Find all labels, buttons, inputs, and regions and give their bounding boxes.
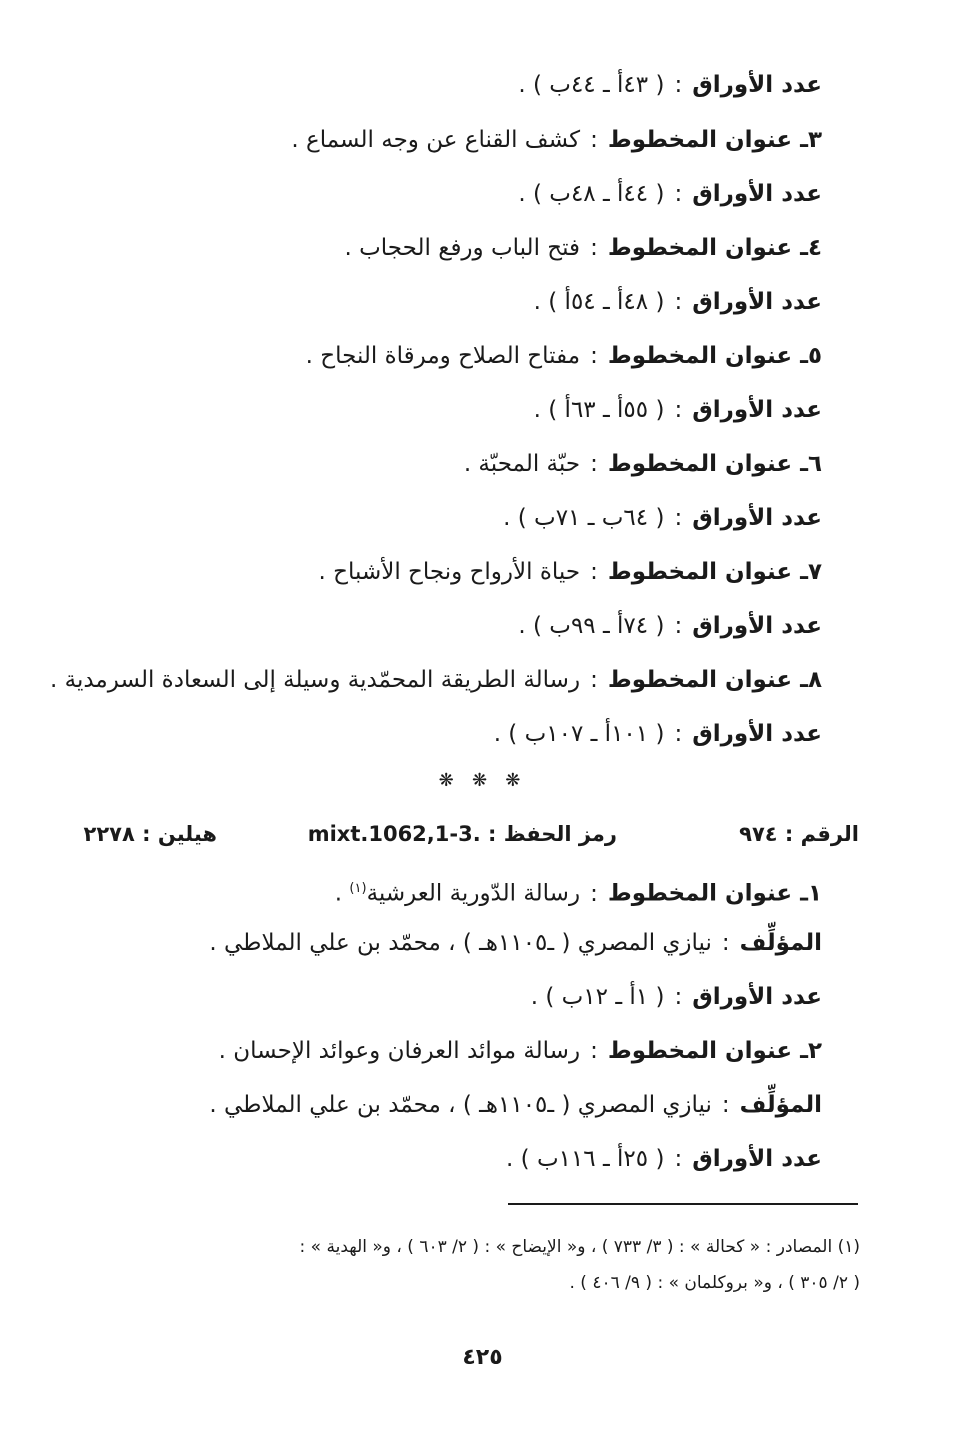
entry-value: ( ٧٤أ ـ ٩٩ب ) . [518, 613, 665, 639]
entry-value: ( ٢٥أ ـ ١١٦ب ) . [506, 1146, 665, 1172]
entry-value: رسالة الدّورية العرشية [366, 880, 581, 907]
colon-separator: : [590, 343, 598, 369]
entry-folios [494, 717, 822, 751]
colon-separator: : [674, 1146, 683, 1172]
colon-separator: : [590, 235, 598, 261]
entry-value: ( ٤٤أ ـ ٤٨ب ) . [518, 181, 665, 207]
colon-separator: : [590, 1038, 598, 1064]
section-divider: ❋ ❋ ❋ [438, 770, 527, 791]
entry-label: ٤ـ عنوان المخطوط [607, 235, 822, 261]
record-number: الرقم : ٩٧٤ [739, 822, 859, 846]
entry-value: رسالة موائد العرفان وعوائد الإحسان . [218, 1038, 581, 1064]
footnote-line: ( ٢/ ٣٠٥ ) ، و« بروكلمان » : ( ٩/ ٤٠٦ ) . [569, 1273, 860, 1293]
entry-label: عدد الأوراق [692, 984, 822, 1010]
colon-separator: : [674, 289, 683, 315]
colon-separator: : [674, 613, 683, 639]
entry-folios [506, 1142, 822, 1176]
entry-folios [534, 285, 822, 319]
shelfmark-value: mixt.1062,1-3. [307, 822, 481, 846]
entry-label: عدد الأوراق [692, 505, 822, 531]
shelfmark-label: رمز الحفظ : [488, 822, 617, 846]
page-number: ٤٢٥ [462, 1345, 503, 1370]
entry-title [219, 1034, 822, 1068]
colon-separator: : [721, 930, 730, 956]
entry-folios [518, 609, 822, 643]
entry-label: ٨ـ عنوان المخطوط [607, 667, 822, 693]
entry-title [306, 339, 822, 373]
helin-number: هيلين : ٢٢٧٨ [83, 822, 217, 846]
entry-value: حبّة المحبّة . [463, 451, 581, 477]
colon-separator: : [721, 1092, 730, 1118]
colon-separator: : [590, 880, 598, 907]
colon-separator: : [590, 127, 598, 153]
colon-separator: : [674, 984, 683, 1010]
colon-separator: : [590, 451, 598, 477]
entry-label: عدد الأوراق [692, 1146, 822, 1172]
entry-label: عدد الأوراق [692, 613, 822, 639]
colon-separator: : [674, 505, 683, 531]
entry-value: كشف القناع عن وجه السماع . [291, 127, 581, 153]
entry-label: عدد الأوراق [692, 181, 822, 207]
entry-title [319, 555, 822, 589]
entry-title [291, 123, 822, 157]
colon-separator: : [590, 667, 598, 693]
footnote-rule [508, 1203, 858, 1205]
entry-label: ٢ـ عنوان المخطوط [607, 1038, 822, 1064]
entry-label: عدد الأوراق [692, 721, 822, 747]
entry-title [335, 872, 822, 911]
entry-label: المؤلِّف [739, 930, 822, 956]
entry-label: المؤلِّف [739, 1092, 822, 1118]
entry-title [345, 231, 822, 265]
entry-title [50, 663, 822, 697]
entry-label: عدد الأوراق [692, 72, 822, 98]
colon-separator: : [590, 559, 598, 585]
entry-value: ( ٦٤ب ـ ٧١ب ) . [503, 505, 665, 531]
entry-title [464, 447, 822, 481]
entry-value: نيازي المصري ( ـ١١٠٥هـ ) ، محمّد بن علي الملاطي . [209, 930, 712, 956]
entry-label: ٦ـ عنوان المخطوط [607, 451, 822, 477]
footnote-marker: (١) [349, 881, 367, 896]
entry-value: مفتاح الصلاح ومرقاة النجاح . [305, 343, 581, 369]
entry-folios [531, 980, 822, 1014]
entry-label: عدد الأوراق [692, 289, 822, 315]
entry-label: ٥ـ عنوان المخطوط [607, 343, 822, 369]
entry-folios [503, 501, 822, 535]
entry-label: ٧ـ عنوان المخطوط [607, 559, 822, 585]
colon-separator: : [674, 181, 683, 207]
colon-separator: : [674, 72, 683, 98]
entry-folios [518, 68, 822, 102]
colon-separator: : [674, 721, 683, 747]
entry-value: ( ١٠١أ ـ ١٠٧ب ) . [493, 721, 665, 747]
entry-value: رسالة الطريقة المحمّدية وسيلة إلى السعادة السرمدية . [50, 667, 581, 693]
entry-author [209, 926, 822, 960]
entry-author [209, 1088, 822, 1122]
shelfmark [308, 818, 617, 850]
entry-folios [534, 393, 822, 427]
entry-label: ٣ـ عنوان المخطوط [607, 127, 822, 153]
entry-value: ( ٤٨أ ـ ٥٤أ ) . [533, 289, 665, 315]
entry-value: ( ٤٣أ ـ ٤٤ب ) . [518, 72, 665, 98]
entry-label: ١ـ عنوان المخطوط [607, 880, 822, 907]
entry-value: فتح الباب ورفع الحجاب . [344, 235, 581, 261]
entry-value: ( ٥٥أ ـ ٦٣أ ) . [533, 397, 665, 423]
entry-value: حياة الأرواح ونجاح الأشباح . [318, 559, 581, 585]
entry-label: عدد الأوراق [692, 397, 822, 423]
entry-value: ( ١أ ـ ١٢ب ) . [530, 984, 665, 1010]
entry-tail: . [334, 880, 350, 907]
footnote-line: (١) المصادر : « كحالة » : ( ٣/ ٧٣٣ ) ، و« الإيضاح » : ( ٢/ ٦٠٣ ) ، و« الهدية » : [299, 1237, 860, 1257]
colon-separator: : [674, 397, 683, 423]
entry-folios [518, 177, 822, 211]
entry-value: نيازي المصري ( ـ١١٠٥هـ ) ، محمّد بن علي الملاطي . [209, 1092, 712, 1118]
